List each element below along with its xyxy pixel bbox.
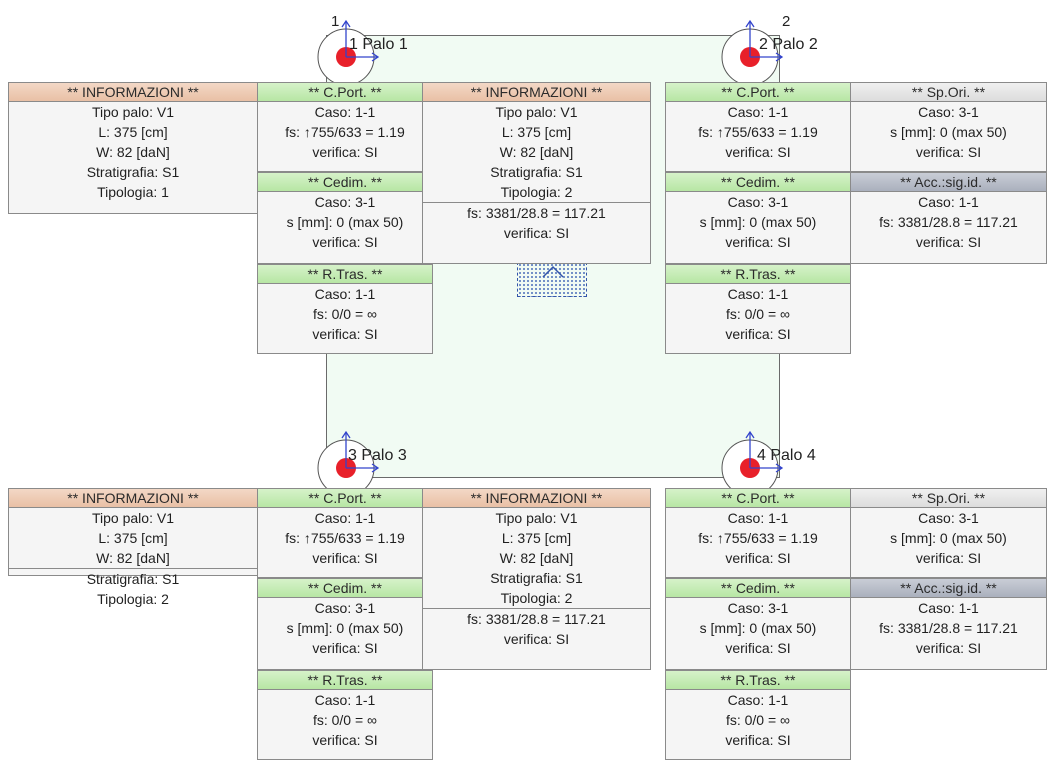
rtras-line: Caso: 1-1	[727, 692, 789, 708]
info-line: fs: 3381/28.8 = 117.21	[423, 608, 650, 629]
info-line: Tipologia: 2	[97, 591, 169, 607]
info-card-pile-2[interactable]	[422, 82, 651, 264]
cedim-card-header: ** Cedim. **	[666, 579, 850, 598]
cport-card-pile-2[interactable]	[665, 82, 851, 172]
info-line: W: 82 [daN]	[96, 144, 170, 160]
info-line: verifica: SI	[503, 631, 570, 647]
cedim-line: verifica: SI	[312, 234, 378, 250]
info-line: L: 375 [cm]	[501, 530, 572, 546]
acc-card-pile-4[interactable]	[850, 578, 1047, 670]
rtras-line: fs: 0/0 = ∞	[312, 306, 378, 322]
info-card-pile-3[interactable]	[8, 488, 258, 607]
spori-card-pile-4[interactable]	[850, 488, 1047, 578]
info-line: fs: 3381/28.8 = 117.21	[423, 202, 650, 223]
info-line: W: 82 [daN]	[499, 144, 574, 160]
cedim-line: s [mm]: 0 (max 50)	[699, 620, 817, 636]
rtras-card-pile-3[interactable]	[257, 670, 433, 760]
info-line: L: 375 [cm]	[501, 124, 572, 140]
rtras-card-header: ** R.Tras. **	[258, 265, 432, 284]
rtras-line: verifica: SI	[312, 732, 378, 748]
info-line: Tipo palo: V1	[92, 510, 174, 526]
spori-card-pile-2[interactable]	[850, 82, 1047, 172]
cedim-line: Caso: 3-1	[727, 600, 789, 616]
selection-handle[interactable]	[517, 262, 587, 297]
cport-line: verifica: SI	[312, 550, 378, 566]
info-card-pile-4[interactable]	[422, 488, 651, 670]
acc-line: fs: 3381/28.8 = 117.21	[879, 214, 1018, 230]
cport-line: Caso: 1-1	[727, 510, 789, 526]
acc-line: verifica: SI	[915, 640, 982, 656]
rtras-line: Caso: 1-1	[727, 286, 789, 302]
cedim-line: s [mm]: 0 (max 50)	[699, 214, 817, 230]
spori-card-header: ** Sp.Ori. **	[851, 83, 1046, 102]
rtras-line: Caso: 1-1	[314, 286, 376, 302]
cport-line: verifica: SI	[312, 144, 378, 160]
cport-card-pile-3[interactable]	[257, 488, 433, 578]
spori-line: verifica: SI	[915, 550, 982, 566]
info-line: L: 375 [cm]	[98, 124, 168, 140]
pile-1-number: 1	[331, 13, 340, 30]
cedim-card-header: ** Cedim. **	[258, 579, 432, 598]
cedim-card-pile-4[interactable]	[665, 578, 851, 670]
rtras-card-header: ** R.Tras. **	[666, 265, 850, 284]
cedim-line: verifica: SI	[312, 640, 378, 656]
rtras-line: Caso: 1-1	[314, 692, 376, 708]
spori-line: s [mm]: 0 (max 50)	[890, 530, 1007, 546]
cport-line: Caso: 1-1	[314, 510, 376, 526]
info-line: Tipologia: 2	[500, 184, 573, 200]
spori-line: Caso: 3-1	[918, 104, 979, 120]
acc-card-header: ** Acc.:sig.id. **	[851, 579, 1046, 598]
acc-card-header: ** Acc.:sig.id. **	[851, 173, 1046, 192]
cedim-line: s [mm]: 0 (max 50)	[286, 214, 404, 230]
cport-line: Caso: 1-1	[727, 104, 789, 120]
spori-line: s [mm]: 0 (max 50)	[890, 124, 1007, 140]
info-card-header: ** INFORMAZIONI **	[9, 489, 257, 508]
info-card-header: ** INFORMAZIONI **	[423, 83, 650, 102]
cport-line: Caso: 1-1	[314, 104, 376, 120]
acc-line: fs: 3381/28.8 = 117.21	[879, 620, 1018, 636]
info-line: Tipologia: 1	[97, 184, 169, 200]
cedim-card-header: ** Cedim. **	[666, 173, 850, 192]
spori-line: verifica: SI	[915, 144, 982, 160]
pile-2-label: 2 Palo 2	[759, 36, 818, 53]
rtras-card-pile-1[interactable]	[257, 264, 433, 354]
cport-line: fs: ↑755/633 = 1.19	[285, 530, 405, 546]
info-line: Stratigrafia: S1	[9, 568, 257, 589]
cport-card-header: ** C.Port. **	[666, 489, 850, 508]
rtras-line: fs: 0/0 = ∞	[312, 712, 378, 728]
rtras-line: fs: 0/0 = ∞	[725, 306, 791, 322]
info-line: verifica: SI	[503, 225, 570, 241]
cport-line: fs: ↑755/633 = 1.19	[698, 124, 818, 140]
info-line: Tipo palo: V1	[495, 510, 578, 526]
pile-3-label: 3 Palo 3	[348, 447, 407, 464]
pile-2-number: 2	[782, 13, 791, 30]
pile-4-label: 4 Palo 4	[757, 447, 816, 464]
cedim-line: Caso: 3-1	[727, 194, 789, 210]
acc-card-pile-2[interactable]	[850, 172, 1047, 264]
spori-line: Caso: 3-1	[918, 510, 979, 526]
cedim-line: verifica: SI	[725, 640, 791, 656]
cport-card-pile-4[interactable]	[665, 488, 851, 578]
cedim-line: s [mm]: 0 (max 50)	[286, 620, 404, 636]
rtras-card-header: ** R.Tras. **	[666, 671, 850, 690]
spori-card-header: ** Sp.Ori. **	[851, 489, 1046, 508]
info-line: W: 82 [daN]	[96, 550, 170, 566]
cport-card-header: ** C.Port. **	[258, 83, 432, 102]
cport-line: fs: ↑755/633 = 1.19	[285, 124, 405, 140]
chevron-up-icon	[518, 263, 588, 298]
acc-line: Caso: 1-1	[918, 600, 979, 616]
acc-line: verifica: SI	[915, 234, 982, 250]
rtras-line: fs: 0/0 = ∞	[725, 712, 791, 728]
cedim-line: Caso: 3-1	[314, 600, 376, 616]
cport-card-header: ** C.Port. **	[666, 83, 850, 102]
info-line: Stratigrafia: S1	[86, 164, 180, 180]
info-line: L: 375 [cm]	[98, 530, 168, 546]
info-line: W: 82 [daN]	[499, 550, 574, 566]
info-line: Tipo palo: V1	[495, 104, 578, 120]
info-line: Stratigrafia: S1	[490, 570, 583, 586]
cedim-card-pile-1[interactable]	[257, 172, 433, 264]
info-line: Tipo palo: V1	[92, 104, 174, 120]
cport-line: fs: ↑755/633 = 1.19	[698, 530, 818, 546]
info-card-pile-1[interactable]	[8, 82, 258, 214]
rtras-card-header: ** R.Tras. **	[258, 671, 432, 690]
cedim-card-header: ** Cedim. **	[258, 173, 432, 192]
rtras-card-pile-2[interactable]	[665, 264, 851, 354]
cedim-line: verifica: SI	[725, 234, 791, 250]
info-card-header: ** INFORMAZIONI **	[9, 83, 257, 102]
cedim-line: Caso: 3-1	[314, 194, 376, 210]
pile-1-label: 1 Palo 1	[349, 36, 408, 53]
info-line: Tipologia: 2	[500, 590, 573, 606]
acc-line: Caso: 1-1	[918, 194, 979, 210]
cport-line: verifica: SI	[725, 550, 791, 566]
cport-card-header: ** C.Port. **	[258, 489, 432, 508]
info-card-header: ** INFORMAZIONI **	[423, 489, 650, 508]
cedim-card-pile-3[interactable]	[257, 578, 433, 670]
info-line: Stratigrafia: S1	[490, 164, 583, 180]
rtras-card-pile-4[interactable]	[665, 670, 851, 760]
cport-card-pile-1[interactable]	[257, 82, 433, 172]
rtras-line: verifica: SI	[725, 732, 791, 748]
cedim-card-pile-2[interactable]	[665, 172, 851, 264]
rtras-line: verifica: SI	[725, 326, 791, 342]
cport-line: verifica: SI	[725, 144, 791, 160]
rtras-line: verifica: SI	[312, 326, 378, 342]
